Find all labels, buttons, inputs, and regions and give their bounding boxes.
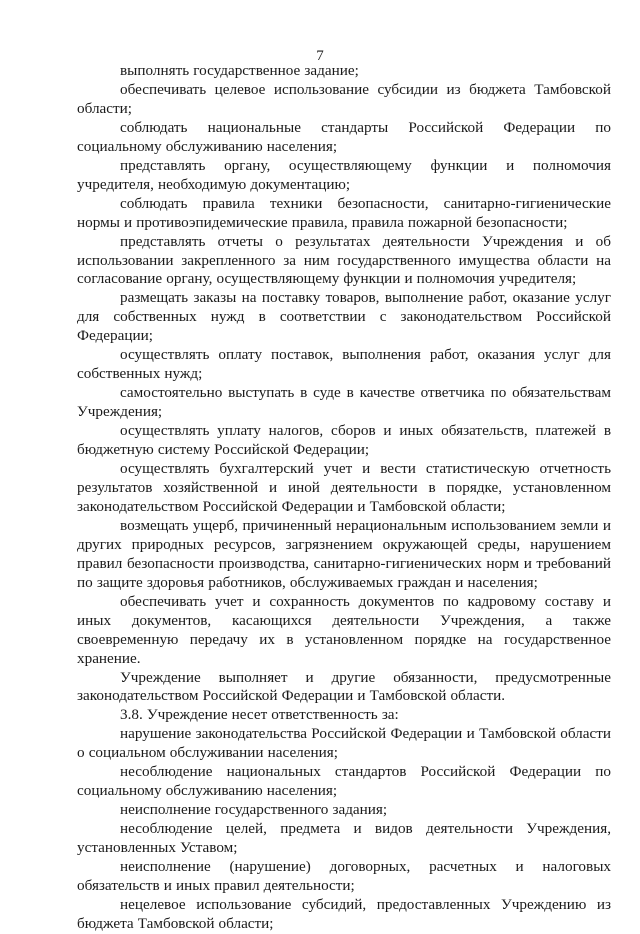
section-heading-liability: 3.8. Учреждение несет ответственность за:	[120, 706, 399, 724]
page-number: 7	[316, 48, 324, 64]
paragraph-task-nonfulfillment: неисполнение государственного задания;	[120, 801, 388, 819]
paragraph-goals-noncompliance: несоблюдение целей, предмета и видов деятельности Учреждения, установленных Уставом;	[77, 820, 611, 857]
paragraph-reports: представлять отчеты о результатах деятельности Учреждения и об использовании закрепленного за ним государственного имущества области на согласование органу, осуществляющему функции и полномочия учредителя;	[77, 232, 611, 288]
paragraph-law-violation: нарушение законодательства Российской Федерации и Тамбовской области о социальном обслуживании населения;	[77, 725, 611, 762]
paragraph-records: обеспечивать учет и сохранность документов по кадровому составу и иных документов, касающихся деятельности Учреждения, а также своевременную передачу их в установленном порядке на государственное хранение.	[77, 592, 611, 667]
paragraph-obligations-breach: неисполнение (нарушение) договорных, расчетных и налоговых обязательств и иных правил деятельности;	[77, 858, 611, 894]
paragraph-safety-rules: соблюдать правила техники безопасности, санитарно-гигиенические нормы и противоэпидемические правила, правила пожарной безопасности;	[77, 194, 611, 231]
paragraph-accounting: осуществлять бухгалтерский учет и вести статистическую отчетность результатов хозяйственной и иной деятельности в порядке, установленном законодательством Российской Федерации и Тамбовской области;	[77, 460, 611, 515]
paragraph-other-duties: Учреждение выполняет и другие обязанности, предусмотренные законодательством Российской Федерации и Тамбовской области.	[77, 668, 611, 705]
paragraph-national-standards: соблюдать национальные стандарты Российской Федерации по социальному обслуживанию населения;	[77, 118, 611, 155]
paragraph-state-task: выполнять государственное задание;	[120, 62, 359, 79]
paragraph-taxes: осуществлять уплату налогов, сборов и иных обязательств, платежей в бюджетную систему Российской Федерации;	[77, 422, 611, 459]
paragraph-documentation: представлять органу, осуществляющему функции и полномочия учредителя, необходимую документацию;	[77, 156, 611, 193]
paragraph-court: самостоятельно выступать в суде в качестве ответчика по обязательствам Учреждения;	[77, 384, 611, 421]
paragraph-subsidy-use: обеспечивать целевое использование субсидии из бюджета Тамбовской области;	[77, 80, 611, 117]
paragraph-damages: возмещать ущерб, причиненный нерациональным использованием земли и других природных ресурсов, загрязнением окружающей среды, нарушением правил безопасности производства, санитарно-гигиенических норм и требований по защите здоровья работников, обслуживаемых граждан и населения;	[77, 516, 611, 591]
paragraph-payments: осуществлять оплату поставок, выполнения работ, оказания услуг для собственных нужд;	[77, 346, 611, 383]
document-body	[77, 62, 611, 934]
paragraph-orders: размещать заказы на поставку товаров, выполнение работ, оказание услуг для собственных нужд в соответствии с законодательством Российской Федерации;	[77, 289, 611, 345]
paragraph-standards-noncompliance: несоблюдение национальных стандартов Российской Федерации по социальному обслуживанию населения;	[77, 763, 611, 800]
paragraph-subsidy-misuse: нецелевое использование субсидий, предоставленных Учреждению из бюджета Тамбовской области;	[77, 895, 611, 932]
